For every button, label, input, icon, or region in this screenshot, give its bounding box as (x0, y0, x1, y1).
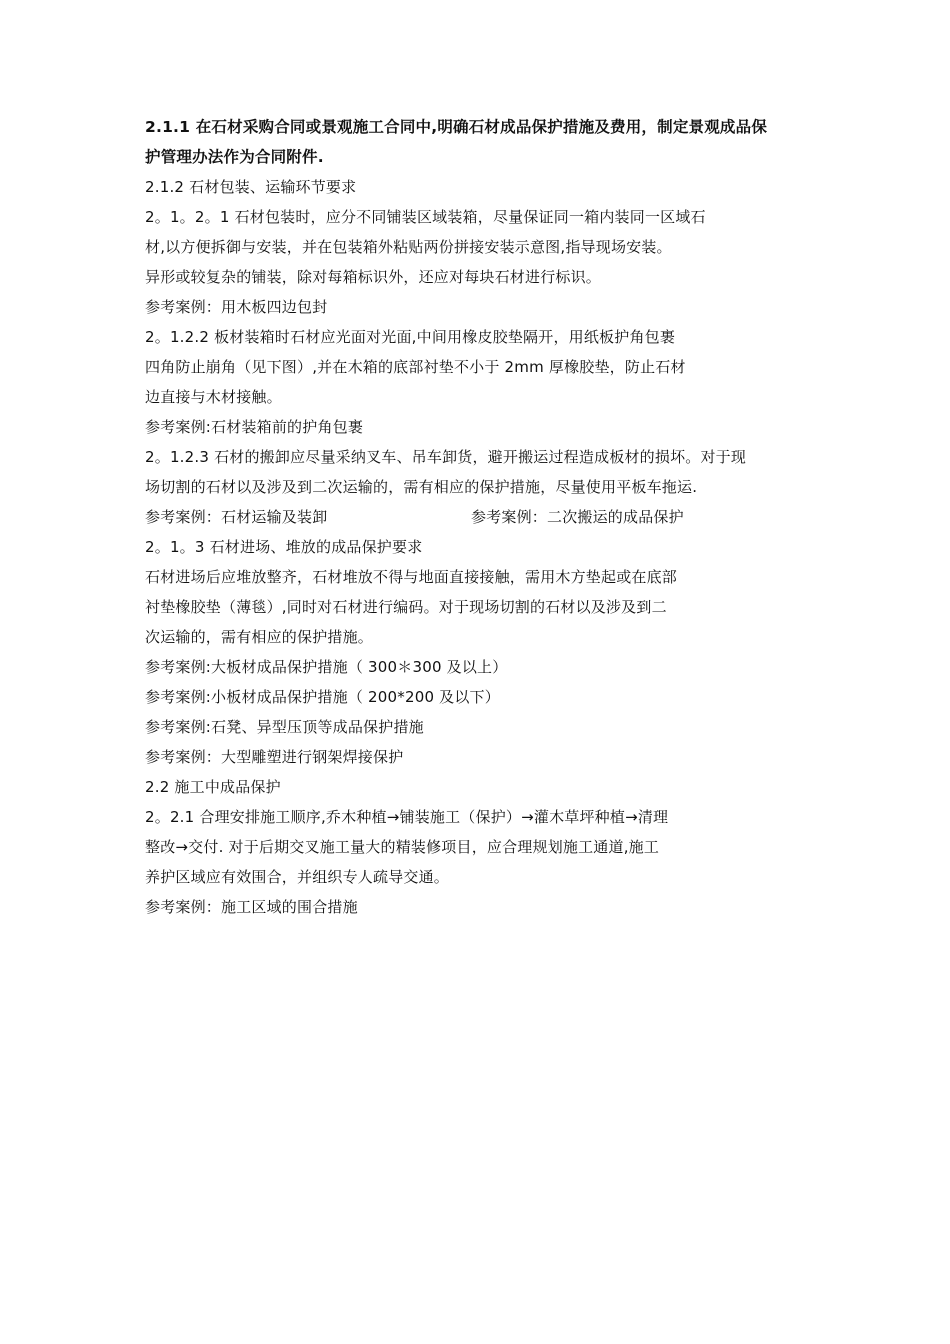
clause-2-1-2-2-line-2: 四角防止崩角（见下图）,并在木箱的底部衬垫不小于 2mm 厚橡胶垫，防止石材 (145, 358, 686, 376)
reference-case-caption: 参考案例：施工区域的围合措施 (145, 898, 358, 916)
reference-case-caption: 参考案例:石凳、异型压顶等成品保护措施 (145, 718, 424, 736)
heading-2-2: 2.2 施工中成品保护 (145, 778, 281, 796)
clause-2-1-2-3-line-1: 2。1.2.3 石材的搬卸应尽量采纳叉车、吊车卸货，避开搬运过程造成板材的损坏。对于现 (145, 448, 747, 466)
clause-2-1-2-2-line-1: 2。1.2.2 板材装箱时石材应光面对光面,中间用橡皮胶垫隔开，用纸板护角包裹 (145, 328, 676, 346)
reference-case-caption: 参考案例：石材运输及装卸 (145, 508, 328, 526)
clause-2-1-2-2-line-3: 边直接与木材接触。 (145, 388, 282, 406)
reference-case-caption: 参考案例:大板材成品保护措施（ 300＊300 及以上） (145, 658, 508, 676)
clause-2-1-1-line-1: 2.1.1 在石材采购合同或景观施工合同中,明确石材成品保护措施及费用，制定景观成品保 (145, 118, 768, 136)
heading-2-1-3: 2。1。3 石材进场、堆放的成品保护要求 (145, 538, 423, 556)
clause-2-2-1-line-3: 养护区域应有效围合，并组织专人疏导交通。 (145, 868, 450, 886)
clause-2-1-2-1-line-2: 材,以方便拆御与安装，并在包装箱外粘贴两份拼接安装示意图,指导现场安装。 (145, 238, 672, 256)
clause-2-1-2-3-line-2: 场切割的石材以及涉及到二次运输的，需有相应的保护措施，尽量使用平板车拖运. (145, 478, 698, 496)
reference-case-caption: 参考案例:石材装箱前的护角包裹 (145, 418, 364, 436)
reference-case-caption: 参考案例：大型雕塑进行钢架焊接保护 (145, 748, 404, 766)
clause-2-1-1-line-2: 护管理办法作为合同附件. (145, 148, 324, 166)
clause-2-1-2-1-line-1: 2。1。2。1 石材包装时，应分不同铺装区域装箱，尽量保证同一箱内装同一区域石 (145, 208, 706, 226)
clause-2-1-2-1-line-3: 异形或较复杂的铺装，除对每箱标识外，还应对每块石材进行标识。 (145, 268, 602, 286)
clause-2-2-1-line-2: 整改→交付. 对于后期交叉施工量大的精装修项目，应合理规划施工通道,施工 (145, 838, 660, 856)
reference-case-caption: 参考案例：用木板四边包封 (145, 298, 328, 316)
heading-2-1-2: 2.1.2 石材包装、运输环节要求 (145, 178, 357, 196)
reference-case-caption: 参考案例:小板材成品保护措施（ 200*200 及以下） (145, 688, 500, 706)
clause-2-2-1-line-1: 2。2.1 合理安排施工顺序,乔木种植→铺装施工（保护）→灌木草坪种植→清理 (145, 808, 669, 826)
clause-2-1-3-line-3: 次运输的，需有相应的保护措施。 (145, 628, 374, 646)
reference-case-caption-secondary: 参考案例：二次搬运的成品保护 (471, 508, 684, 526)
clause-2-1-3-line-2: 衬垫橡胶垫（薄毯）,同时对石材进行编码。对于现场切割的石材以及涉及到二 (145, 598, 667, 616)
clause-2-1-3-line-1: 石材进场后应堆放整齐，石材堆放不得与地面直接接触，需用木方垫起或在底部 (145, 568, 678, 586)
